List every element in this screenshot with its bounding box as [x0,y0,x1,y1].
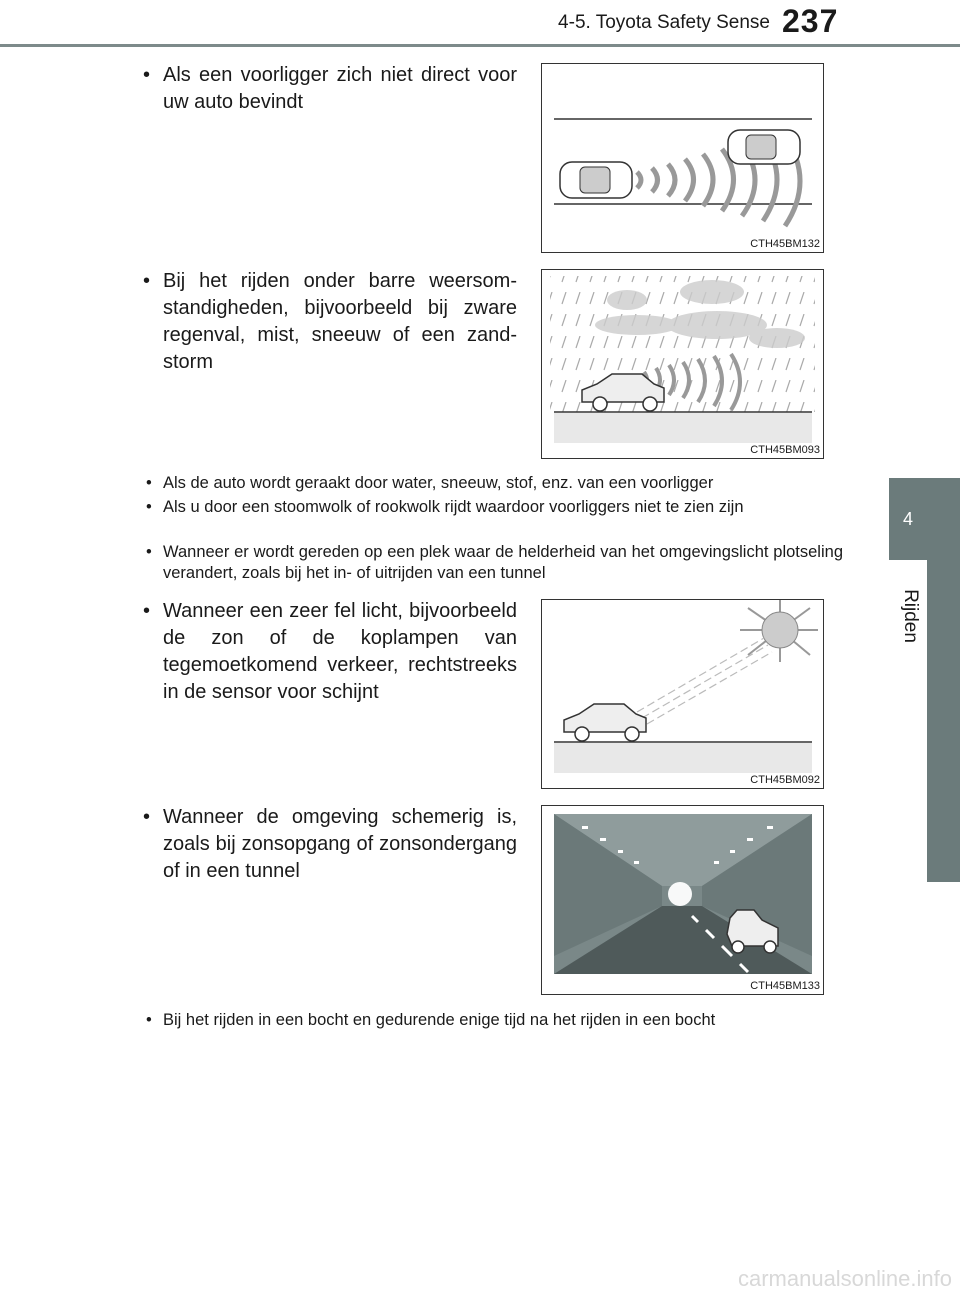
small-bullet-3 [146,542,843,584]
chapter-tab-edge [927,478,960,882]
bullet-dot: • [146,474,152,492]
illustration-rain-car [542,270,823,458]
figure-code: CTH45BM092 [750,774,820,786]
bullet-item-4 [143,804,517,885]
illustration-sun-car [542,600,823,788]
bullet-dot: • [146,1011,152,1029]
small-bullet-1 [146,473,843,494]
figure-tunnel [541,805,824,995]
chapter-number: 4 [889,478,927,560]
figure-bad-weather [541,269,824,459]
bullet-text: Bij het rijden in een bocht en gedurende enige tijd na het rijden in een bocht [163,1011,716,1029]
chapter-label: Rijden [900,589,921,643]
bullet-dot: • [143,270,151,292]
figure-code: CTH45BM133 [750,980,820,992]
header-rule [0,44,960,47]
section-title: 4-5. Toyota Safety Sense [558,12,770,33]
bullet-dot: • [143,600,151,622]
figure-code: CTH45BM093 [750,444,820,456]
bullet-item-3 [143,598,517,706]
page-number: 237 [782,3,839,39]
bullet-text: Bij het rijden onder barre weersomstandigheden, bijvoorbeeld bij zware regenval, mist, sneeuw of een zandstorm [163,270,517,373]
illustration-offset-vehicle [542,64,823,252]
bullet-dot: • [143,64,151,86]
watermark: carmanualsonline.info [737,1266,952,1291]
bullet-text: Als u door een stoomwolk of rookwolk rijdt waardoor voorliggers niet te zien zijn [163,498,744,516]
figure-code: CTH45BM132 [750,238,820,250]
bullet-text: Wanneer er wordt gereden op een plek waar de helderheid van het omgevingslicht plotseling verandert, zoals bij het in- of uitrijden van een tunnel [163,543,843,582]
figure-bright-light [541,599,824,789]
bullet-item-1 [143,62,517,116]
bullet-item-2 [143,268,517,376]
bullet-text: Als de auto wordt geraakt door water, sneeuw, stof, enz. van een voorligger [163,474,714,492]
bullet-text: Wanneer de omgeving schemerig is, zoals bij zonsopgang of zonsondergang of in een tunnel [163,806,517,882]
bullet-dot: • [143,806,151,828]
illustration-tunnel-car [542,806,823,994]
small-bullet-4 [146,1010,843,1031]
small-bullet-2 [146,497,803,518]
bullet-dot: • [146,543,152,561]
bullet-text: Wanneer een zeer fel licht, bijvoorbeeld de zon of de koplampen van tegemoetkomend verkeer, rechtstreeks in de sensor voor schijnt [163,600,517,703]
figure-vehicle-not-directly-ahead [541,63,824,253]
bullet-dot: • [146,498,152,516]
bullet-text: Als een voorligger zich niet direct voor uw auto bevindt [163,64,517,113]
